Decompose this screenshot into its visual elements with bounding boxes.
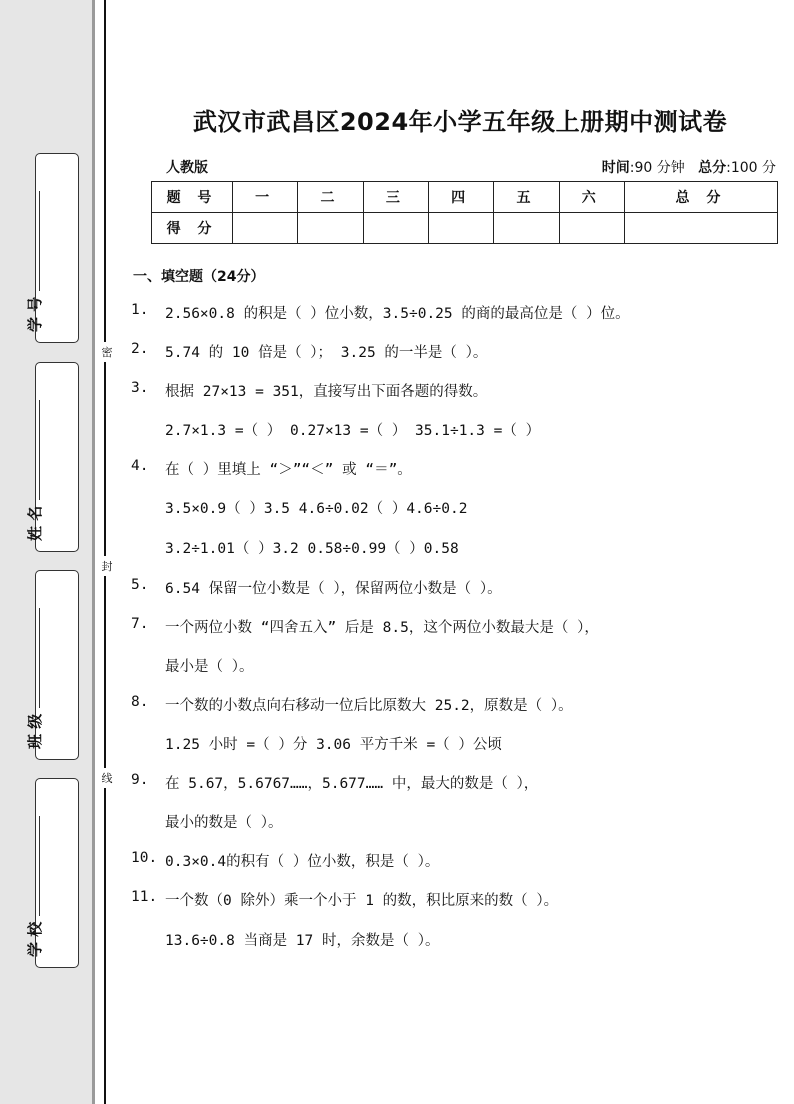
binding-line-gray xyxy=(92,0,95,1104)
question-number: 1. xyxy=(131,302,149,318)
score-input-cell[interactable] xyxy=(298,213,363,244)
binding-line-black xyxy=(104,0,106,1104)
question-number: 11. xyxy=(131,889,158,905)
question-text: 在（ ）里填上 “＞”“＜” 或 “＝”。 xyxy=(165,462,412,478)
question-text: 根据 27×13 = 351，直接写出下面各题的得数。 xyxy=(165,384,488,400)
student-id-label: 学 号 xyxy=(26,296,44,332)
edition-label: 人教版 xyxy=(166,160,208,176)
question-text: 2.56×0.8 的积是（ ）位小数，3.5÷0.25 的商的最高位是（ ）位。 xyxy=(165,306,630,322)
question-number: 2. xyxy=(131,341,149,357)
question-text: 6.54 保留一位小数是（ ），保留两位小数是（ ）。 xyxy=(165,581,502,597)
section-title: 一、填空题（24分） xyxy=(133,269,265,285)
score-header-cell: 题 号 xyxy=(152,182,233,213)
class-label: 班 级 xyxy=(26,713,44,749)
student-id-field[interactable] xyxy=(26,153,79,343)
question-number: 5. xyxy=(131,577,149,593)
score-header-cell: 六 xyxy=(559,182,624,213)
student-name-field[interactable] xyxy=(26,362,79,552)
score-input-cell[interactable] xyxy=(559,213,624,244)
page-title: 武汉市武昌区2024年小学五年级上册期中测试卷 xyxy=(192,108,728,136)
score-header-cell: 二 xyxy=(298,182,363,213)
score-input-cell[interactable] xyxy=(428,213,493,244)
question-text: 最小的数是（ ）。 xyxy=(165,815,283,831)
question-number: 7. xyxy=(131,616,149,632)
question-number: 9. xyxy=(131,772,149,788)
question-text: 3.5×0.9（ ）3.5 4.6÷0.02（ ）4.6÷0.2 xyxy=(165,501,468,517)
question-text: 一个两位小数 “四舍五入” 后是 8.5，这个两位小数最大是（ ）， xyxy=(165,620,599,636)
school-label: 学 校 xyxy=(26,921,44,957)
exam-meta xyxy=(602,157,776,177)
question-text: 在 5.67，5.6767……，5.677…… 中，最大的数是（ ）， xyxy=(165,776,539,792)
question-text: 一个数（0 除外）乘一个小于 1 的数，积比原来的数（ ）。 xyxy=(165,893,559,909)
score-table-score-row xyxy=(152,213,778,244)
question-text: 0.3×0.4的积有（ ）位小数，积是（ ）。 xyxy=(165,854,440,870)
question-text: 13.6÷0.8 当商是 17 时，余数是（ ）。 xyxy=(165,933,440,949)
seal-xian: 线 xyxy=(100,768,114,788)
score-header-cell: 三 xyxy=(363,182,428,213)
score-row-label: 得 分 xyxy=(152,213,233,244)
school-field[interactable] xyxy=(26,778,79,968)
score-table xyxy=(151,181,778,244)
score-input-cell[interactable] xyxy=(494,213,559,244)
score-input-cell[interactable] xyxy=(233,213,298,244)
question-text: 2.7×1.3 =（ ） 0.27×13 =（ ） 35.1÷1.3 =（ ） xyxy=(165,423,541,439)
score-table-header-row xyxy=(152,182,778,213)
question-text: 1.25 小时 =（ ）分 3.06 平方千米 =（ ）公顷 xyxy=(165,737,502,753)
score-value: :100 分 xyxy=(726,160,776,176)
score-header-cell: 总 分 xyxy=(624,182,777,213)
class-field[interactable] xyxy=(26,570,79,760)
score-header-cell: 四 xyxy=(428,182,493,213)
question-text: 3.2÷1.01（ ）3.2 0.58÷0.99（ ）0.58 xyxy=(165,541,459,557)
time-label: 时间 xyxy=(601,160,630,176)
score-input-cell[interactable] xyxy=(624,213,777,244)
question-text: 最小是（ ）。 xyxy=(165,659,254,675)
score-header-cell: 一 xyxy=(233,182,298,213)
question-number: 8. xyxy=(131,694,149,710)
score-input-cell[interactable] xyxy=(363,213,428,244)
time-value: :90 分钟 xyxy=(629,160,685,176)
student-name-label: 姓 名 xyxy=(26,505,44,541)
question-text: 5.74 的 10 倍是（ ）； 3.25 的一半是（ ）。 xyxy=(165,345,488,361)
seal-mi: 密 xyxy=(100,342,114,362)
score-header-cell: 五 xyxy=(494,182,559,213)
question-text: 一个数的小数点向右移动一位后比原数大 25.2，原数是（ ）。 xyxy=(165,698,573,714)
question-number: 10. xyxy=(131,850,158,866)
question-number: 3. xyxy=(131,380,149,396)
seal-feng: 封 xyxy=(100,556,114,576)
score-label: 总分 xyxy=(698,160,727,176)
question-number: 4. xyxy=(131,458,149,474)
